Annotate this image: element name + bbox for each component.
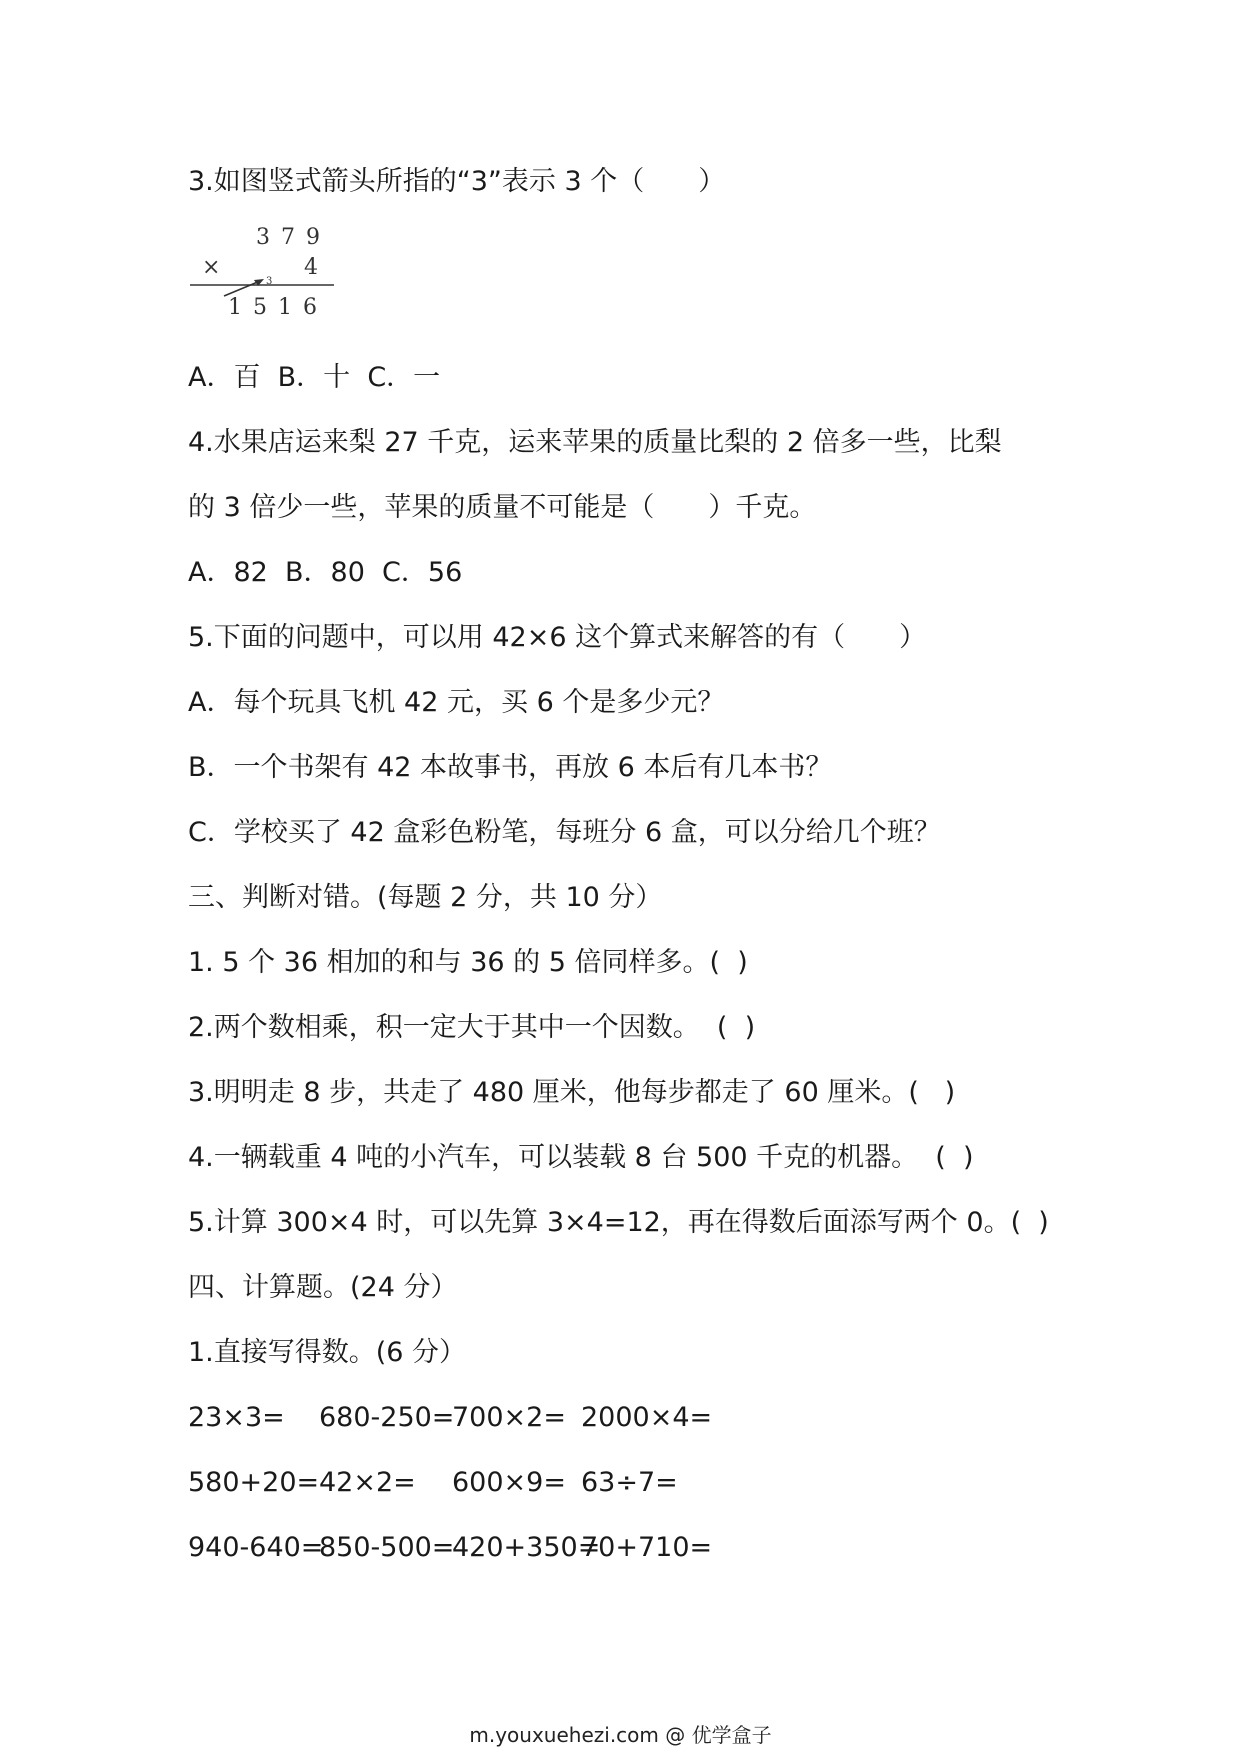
calc-cell: 42×2= xyxy=(319,1467,416,1498)
question-5-stem: 5.下面的问题中，可以用 42×6 这个算式来解答的有（ ） xyxy=(188,622,927,653)
calc-top-number: 3 7 9 xyxy=(256,225,322,250)
calc-cell: 680-250= xyxy=(319,1402,455,1433)
section-3-title: 三、判断对错。(每题 2 分，共 10 分） xyxy=(188,882,663,913)
section-4-sub1-title: 1.直接写得数。(6 分） xyxy=(188,1337,467,1368)
question-3-options: A．百 B．十 C．一 xyxy=(188,362,441,393)
calc-operator: × xyxy=(202,255,221,280)
page-footer: m.youxuehezi.com @ 优学盒子 xyxy=(469,1723,772,1747)
calc-cell: 23×3= xyxy=(188,1402,285,1433)
question-4-options: A．82 B．80 C．56 xyxy=(188,557,463,588)
question-5-option-a: A．每个玩具飞机 42 元，买 6 个是多少元？ xyxy=(188,687,725,718)
calc-cell: 700×2= xyxy=(452,1402,566,1433)
calc-cell: 940-640= xyxy=(188,1532,324,1563)
question-4-stem-line-2: 的 3 倍少一些，苹果的质量不可能是（ ）千克。 xyxy=(188,492,817,523)
calc-cell: 850-500= xyxy=(319,1532,455,1563)
question-3-stem: 3.如图竖式箭头所指的“3”表示 3 个（ ） xyxy=(188,166,726,197)
judge-item-4: 4.一辆载重 4 吨的小汽车，可以装载 8 台 500 千克的机器。 ( ) xyxy=(188,1142,974,1173)
section-4-title: 四、计算题。(24 分） xyxy=(188,1272,458,1303)
calc-cell: 2000×4= xyxy=(581,1402,713,1433)
question-5-option-c: C．学校买了 42 盒彩色粉笔，每班分 6 盒，可以分给几个班？ xyxy=(188,817,941,848)
calc-cell: 580+20= xyxy=(188,1467,320,1498)
calc-cell: 420+350= xyxy=(452,1532,601,1563)
question-5-option-b: B．一个书架有 42 本故事书，再放 6 本后有几本书？ xyxy=(188,752,833,783)
calc-carry-digit: 3 xyxy=(266,276,273,287)
calc-cell: 63÷7= xyxy=(581,1467,678,1498)
calc-cell: 600×9= xyxy=(452,1467,566,1498)
judge-item-2: 2.两个数相乘，积一定大于其中一个因数。 ( ) xyxy=(188,1012,756,1043)
vertical-multiplication-figure xyxy=(188,222,338,322)
calc-cell: 70+710= xyxy=(581,1532,713,1563)
judge-item-5: 5.计算 300×4 时，可以先算 3×4=12，再在得数后面添写两个 0。( ) xyxy=(188,1207,1049,1238)
question-4-stem-line-1: 4.水果店运来梨 27 千克，运来苹果的质量比梨的 2 倍多一些，比梨 xyxy=(188,427,1002,458)
arrow-line xyxy=(224,281,260,296)
judge-item-3: 3.明明走 8 步，共走了 480 厘米，他每步都走了 60 厘米。( ) xyxy=(188,1077,956,1108)
judge-item-1: 1. 5 个 36 相加的和与 36 的 5 倍同样多。( ) xyxy=(188,947,748,978)
calc-result: 1 5 1 6 xyxy=(228,295,319,320)
calc-multiplier: 4 xyxy=(304,255,318,280)
